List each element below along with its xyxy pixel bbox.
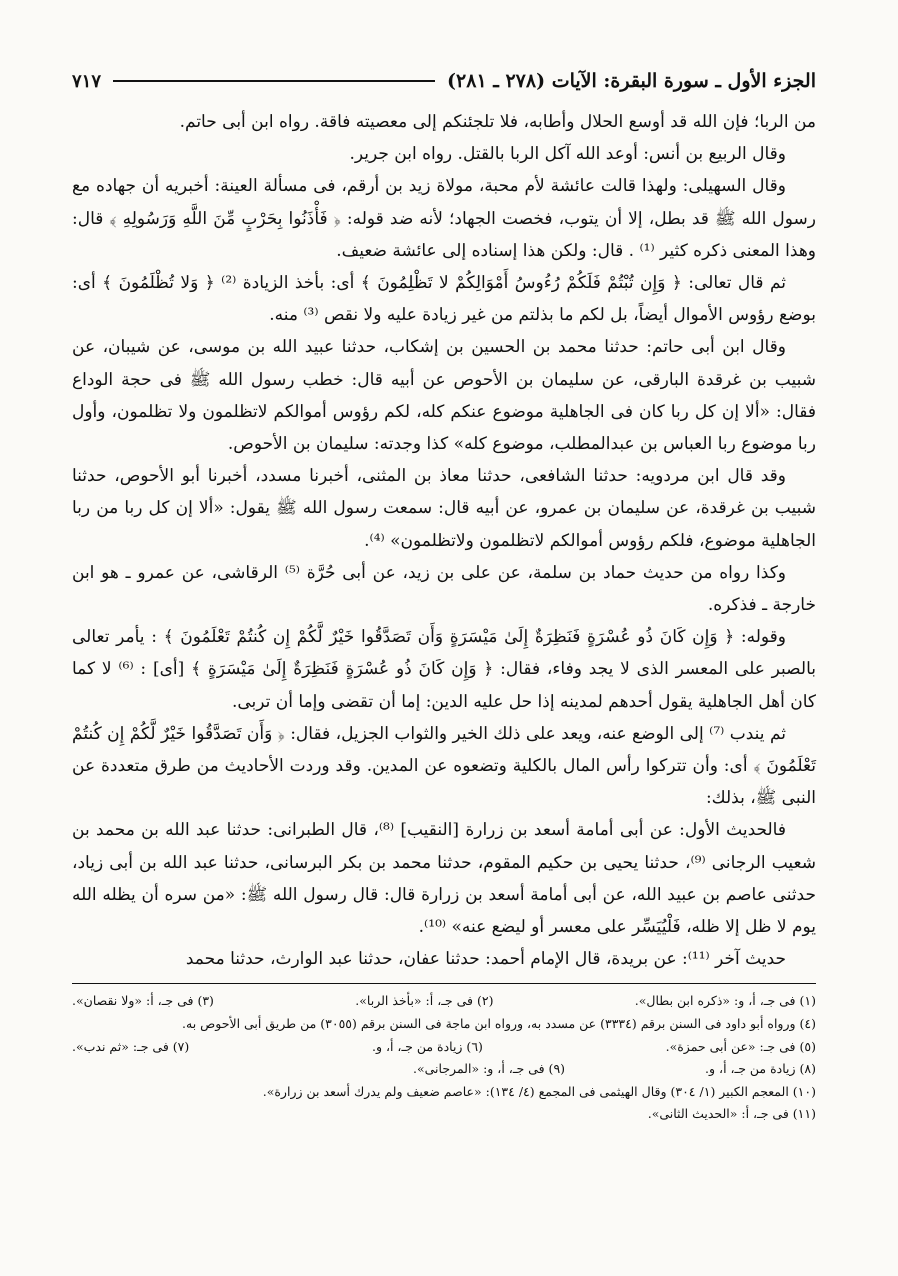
page-header — [72, 70, 816, 92]
footnotes — [72, 990, 816, 1126]
main-text — [72, 106, 816, 975]
paragraph: ثم قال تعالى: ﴿ وَإِن تُبْتُمْ فَلَكُمْ رُءُوسُ أَمْوَالِكُمْ لا تَظْلِمُونَ ﴾ أى: بأخذ الزيادة ⁽²⁾ ﴿ وَلا تُظْلَمُونَ ﴾ أى: بوضع رؤوس الأموال أيضاً، بل لكم ما بذلتم من غير زيادة عليه ولا نقص ⁽³⁾ منه. — [72, 273, 816, 326]
footnote: (٢) فى جـ، أ: «بأخذ الربا». — [355, 993, 494, 1009]
paragraph: وقال ابن أبى حاتم: حدثنا محمد بن الحسين بن إشكاب، حدثنا عبيد الله بن موسى، عن شيبان، عن شبيب بن غرقدة البارقى، عن سليمان بن الأحوص عن أبيه قال: خطب رسول الله ﷺ فى حجة الوداع فقال: «ألا إن كل ربا كان فى الجاهلية موضوع عنكم كله، لكم رؤوس أموالكم لاتظلمون ولا تظلمون، وأول ربا موضوع ربا العباس بن عبدالمطلب، موضوع كله» كذا وجدته: سليمان بن الأحوص. — [72, 337, 816, 455]
paragraph: وقد قال ابن مردويه: حدثنا الشافعى، حدثنا معاذ بن المثنى، أخبرنا مسدد، أخبرنا أبو الأحوص، حدثنا شبيب بن غرقدة، عن سليمان بن عمرو، عن أبيه قال: سمعت رسول الله ﷺ يقول: «ألا إن كل ربا من ربا الجاهلية موضوع، فلكم رؤوس أموالكم لاتظلمون ولاتظلمون» ⁽⁴⁾. — [72, 466, 816, 551]
footnote-row — [72, 1058, 816, 1081]
paragraph: وكذا رواه من حديث حماد بن سلمة، عن على بن زيد، عن أبى حُرَّة ⁽⁵⁾ الرقاشى، عن عمرو ـ هو ابن خارجة ـ فذكره. — [72, 562, 816, 616]
footnote: (١) فى جـ، أ، و: «ذكره ابن بطال». — [634, 993, 816, 1009]
paragraph: من الربا؛ فإن الله قد أوسع الحلال وأطابه، فلا تلجئنكم إلى معصيته فاقة. رواه ابن أبى حاتم. — [179, 112, 816, 132]
paragraph: وقال السهيلى: ولهذا قالت عائشة لأم محبة، مولاة زيد بن أرقم، فى مسألة العينة: أخبريه أن جهاده مع رسول الله ﷺ قد بطل، إلا أن يتوب، فخصت الجهاد؛ لأنه ضد قوله: ﴿ فَأْذَنُوا بِحَرْبٍ مِّنَ اللَّهِ وَرَسُولِهِ ﴾ قال: وهذا المعنى ذكره كثير ⁽¹⁾ . قال: ولكن هذا إسناده إلى عائشة ضعيف. — [72, 176, 816, 261]
paragraph: ثم يندب ⁽⁷⁾ إلى الوضع عنه، ويعد على ذلك الخير والثواب الجزيل، فقال: ﴿ وَأَن تَصَدَّقُوا خَيْرٌ لَّكُمْ إِن كُنتُمْ تَعْلَمُونَ ﴾ أى: وأن تتركوا رأس المال بالكلية وتضعوه عن المدين. وقد وردت الأحاديث من طرق متعددة عن النبى ﷺ، بذلك: — [72, 723, 816, 809]
footnote: (٥) فى جـ: «عن أبى حمزة». — [665, 1038, 816, 1054]
footnote: (١١) فى جـ، أ: «الحديث الثانى». — [647, 1106, 816, 1122]
footnote: (٦) زيادة من جـ، أ، و. — [371, 1038, 483, 1054]
footnote-rule — [72, 983, 816, 984]
footnote: (٣) فى جـ، أ: «ولا نقصان». — [72, 993, 214, 1009]
footnote: (٤) ورواه أبو داود فى السنن برقم (٣٣٣٤) عن مسدد به، ورواه ابن ماجة فى السنن برقم (٣٠٥٥) من طريق أبى الأحوص به. — [182, 1016, 816, 1032]
page-number: ٧١٧ — [72, 70, 102, 92]
footnote: (٨) زيادة من جـ، أ، و. — [705, 1061, 816, 1077]
paragraph: حديث آخر ⁽¹¹⁾: عن بريدة، قال الإمام أحمد: حدثنا عفان، حدثنا عبد الوارث، حدثنا محمد — [185, 949, 786, 970]
footnote-row — [72, 990, 816, 1013]
paragraph: وقال الربيع بن أنس: أوعد الله آكل الربا بالقتل. رواه ابن جرير. — [349, 144, 786, 165]
footnote: (٧) فى جـ: «ثم ندب». — [72, 1038, 190, 1054]
footnote-row — [72, 1036, 816, 1059]
running-title: الجزء الأول ـ سورة البقرة: الآيات (٢٧٨ ـ ٢٨١) — [447, 70, 816, 92]
paragraph: فالحديث الأول: عن أبى أمامة أسعد بن زرارة [النقيب] ⁽⁸⁾، قال الطبرانى: حدثنا عبد الله بن محمد بن شعيب الرجانى ⁽⁹⁾، حدثنا يحيى بن حكيم المقوم، حدثنا محمد بن بكر البرسانى، حدثنا عبد الله بن أبى زياد، حدثنى عاصم بن عبيد الله، عن أبى أمامة أسعد بن زرارة قال: قال رسول الله ﷺ: «من سره أن يظله الله يوم لا ظل إلا ظله، فَلْيُيَسِّر على معسر أو ليضع عنه» ⁽¹⁰⁾. — [72, 820, 816, 938]
header-rule — [113, 80, 435, 82]
footnote: (٩) فى جـ، أ، و: «المرجانى». — [413, 1061, 566, 1077]
footnote: (١٠) المعجم الكبير (١/ ٣٠٤) وقال الهيثمى فى المجمع (٤/ ١٣٤): «عاصم ضعيف ولم يدرك أسعد بن زرارة». — [262, 1083, 816, 1099]
paragraph: وقوله: ﴿ وَإِن كَانَ ذُو عُسْرَةٍ فَنَظِرَةٌ إِلَىٰ مَيْسَرَةٍ وَأَن تَصَدَّقُوا خَيْرٌ لَّكُمْ إِن كُنتُمْ تَعْلَمُونَ ﴾ : يأمر تعالى بالصبر على المعسر الذى لا يجد وفاء، فقال: ﴿ وَإِن كَانَ ذُو عُسْرَةٍ فَنَظِرَةٌ إِلَىٰ مَيْسَرَةٍ ﴾ [أى] : ⁽⁶⁾ لا كما كان أهل الجاهلية يقول أحدهم لمدينه إذا حل عليه الدين: إما أن تقضى وإما أن تربى. — [72, 627, 817, 712]
